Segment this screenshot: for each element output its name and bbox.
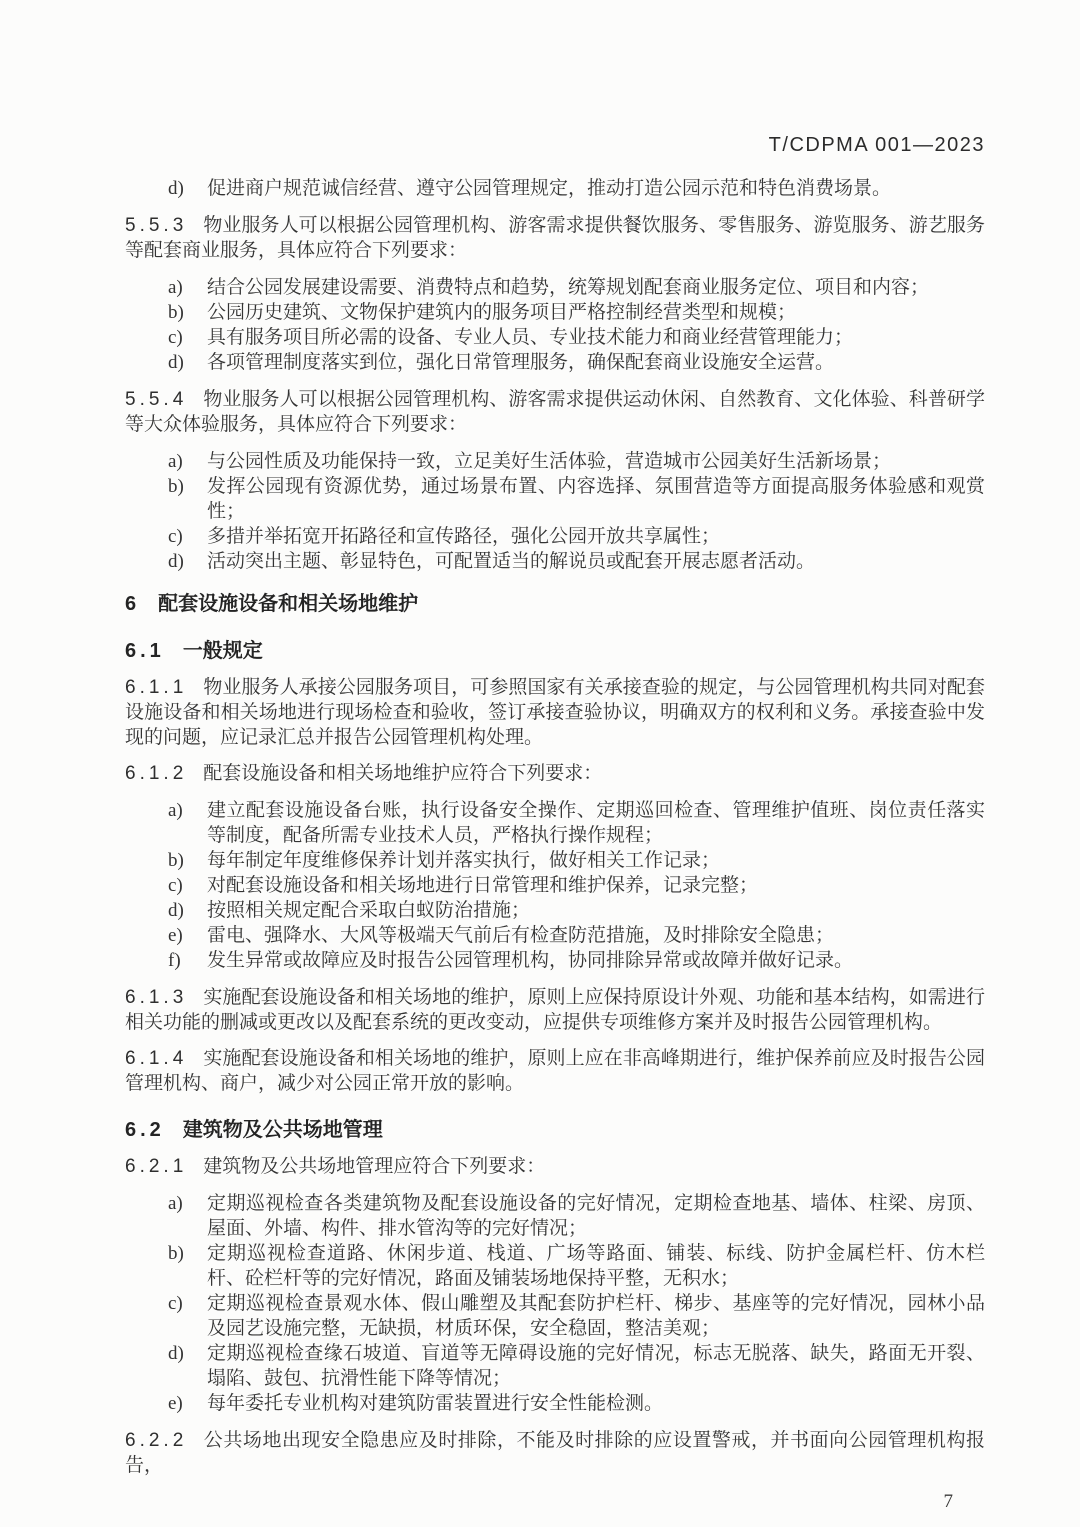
list-item-text: 对配套设施设备和相关场地进行日常管理和维护保养，记录完整； xyxy=(207,875,759,896)
list-item-label: e) xyxy=(168,1393,183,1414)
clause-number: 6.1.3 xyxy=(125,987,188,1008)
clause-list xyxy=(125,1191,985,1416)
clause-text: 公共场地出现安全隐患应及时排除，不能及时排除的应设置警戒，并书面向公园管理机构报告， xyxy=(125,1430,985,1476)
list-item-label: d) xyxy=(168,1343,184,1364)
clause-paragraph xyxy=(125,1428,985,1478)
clause-paragraph xyxy=(125,1154,985,1179)
list-item-text: 具有服务项目所必需的设备、专业人员、专业技术能力和商业经营管理能力； xyxy=(207,327,854,348)
list-item-text: 每年委托专业机构对建筑防雷装置进行安全性能检测。 xyxy=(207,1393,664,1414)
list-item-text: 各项管理制度落实到位，强化日常管理服务，确保配套商业设施安全运营。 xyxy=(207,352,835,373)
list-item-label: c) xyxy=(168,1293,183,1314)
clause-list xyxy=(125,449,985,574)
list-item-text: 活动突出主题、彰显特色，可配置适当的解说员或配套开展志愿者活动。 xyxy=(207,551,816,572)
list-item-text: 发挥公园现有资源优势，通过场景布置、内容选择、氛围营造等方面提高服务体验感和观赏性； xyxy=(207,476,985,522)
document-footer xyxy=(125,1489,985,1514)
list-item-label: e) xyxy=(168,925,183,946)
doc-code: T/CDPMA 001—2023 xyxy=(768,134,985,156)
section-heading xyxy=(125,592,985,617)
list-item xyxy=(125,350,985,375)
document-content xyxy=(125,176,985,1478)
document-header xyxy=(125,133,985,158)
clause-text: 物业服务人可以根据公园管理机构、游客需求提供餐饮服务、零售服务、游览服务、游艺服务等配套商业服务，具体应符合下列要求： xyxy=(125,215,985,261)
clause-number: 6.2.1 xyxy=(125,1156,188,1177)
list-item xyxy=(125,176,985,201)
list-item-text: 公园历史建筑、文物保护建筑内的服务项目严格控制经营类型和规模； xyxy=(207,302,797,323)
heading-number: 6 xyxy=(125,593,141,615)
list-item xyxy=(125,898,985,923)
list-item xyxy=(125,1341,985,1391)
list-item xyxy=(125,1291,985,1341)
list-item-text: 定期巡视检查景观水体、假山雕塑及其配套防护栏杆、梯步、基座等的完好情况，园林小品及园艺设施完整，无缺损，材质环保，安全稳固，整洁美观； xyxy=(207,1293,985,1339)
list-item-text: 定期巡视检查各类建筑物及配套设施设备的完好情况，定期检查地基、墙体、柱梁、房顶、屋面、外墙、构件、排水管沟等的完好情况； xyxy=(207,1193,985,1239)
list-item-text: 多措并举拓宽开拓路径和宣传路径，强化公园开放共享属性； xyxy=(207,526,721,547)
list-item-label: a) xyxy=(168,277,183,298)
list-item-label: d) xyxy=(168,900,184,921)
clause-text: 实施配套设施设备和相关场地的维护，原则上应保持原设计外观、功能和基本结构，如需进行相关功能的删减或更改以及配套系统的更改变动，应提供专项维修方案并及时报告公园管理机构。 xyxy=(125,987,985,1033)
clause-list xyxy=(125,176,985,201)
page-number: 7 xyxy=(943,1491,953,1512)
list-item xyxy=(125,449,985,474)
list-item-text: 定期巡视检查缘石坡道、盲道等无障碍设施的完好情况，标志无脱落、缺失，路面无开裂、塌陷、鼓包、抗滑性能下降等情况； xyxy=(207,1343,985,1389)
clause-paragraph xyxy=(125,387,985,437)
clause-number: 6.1.1 xyxy=(125,677,188,698)
heading-text: 配套设施设备和相关场地维护 xyxy=(158,593,419,615)
list-item-label: d) xyxy=(168,178,184,199)
list-item-label: b) xyxy=(168,302,184,323)
list-item-label: c) xyxy=(168,875,183,896)
list-item xyxy=(125,524,985,549)
list-item-label: d) xyxy=(168,551,184,572)
list-item xyxy=(125,474,985,524)
section-heading xyxy=(125,639,985,664)
list-item-label: d) xyxy=(168,352,184,373)
list-item-text: 建立配套设施设备台账，执行设备安全操作、定期巡回检查、管理维护值班、岗位责任落实等制度，配备所需专业技术人员，严格执行操作规程； xyxy=(207,800,985,846)
clause-text: 配套设施设备和相关场地维护应符合下列要求： xyxy=(203,763,603,784)
clause-text: 实施配套设施设备和相关场地的维护，原则上应在非高峰期进行，维护保养前应及时报告公园管理机构、商户，减少对公园正常开放的影响。 xyxy=(125,1048,985,1094)
list-item xyxy=(125,798,985,848)
list-item xyxy=(125,848,985,873)
list-item xyxy=(125,923,985,948)
clause-text: 物业服务人承接公园服务项目，可参照国家有关承接查验的规定，与公园管理机构共同对配套设施设备和相关场地进行现场检查和验收，签订承接查验协议，明确双方的权利和义务。承接查验中发现的问题，应记录汇总并报告公园管理机构处理。 xyxy=(125,677,985,748)
section-heading xyxy=(125,1118,985,1143)
heading-number: 6.1 xyxy=(125,640,165,662)
list-item xyxy=(125,300,985,325)
list-item-text: 促进商户规范诚信经营、遵守公园管理规定，推动打造公园示范和特色消费场景。 xyxy=(207,178,892,199)
list-item-label: f) xyxy=(168,950,181,971)
heading-text: 建筑物及公共场地管理 xyxy=(182,1119,383,1141)
clause-text: 物业服务人可以根据公园管理机构、游客需求提供运动休闲、自然教育、文化体验、科普研学等大众体验服务，具体应符合下列要求： xyxy=(125,389,985,435)
list-item-label: a) xyxy=(168,800,183,821)
heading-number: 6.2 xyxy=(125,1119,165,1141)
list-item xyxy=(125,549,985,574)
list-item xyxy=(125,275,985,300)
clause-number: 6.1.2 xyxy=(125,763,188,784)
list-item xyxy=(125,873,985,898)
list-item-text: 每年制定年度维修保养计划并落实执行，做好相关工作记录； xyxy=(207,850,721,871)
list-item-text: 定期巡视检查道路、休闲步道、栈道、广场等路面、铺装、标线、防护金属栏杆、仿木栏杆、砼栏杆等的完好情况，路面及铺装场地保持平整，无积水； xyxy=(207,1243,985,1289)
list-item xyxy=(125,1241,985,1291)
clause-number: 5.5.3 xyxy=(125,215,188,236)
list-item-text: 发生异常或故障应及时报告公园管理机构，协同排除异常或故障并做好记录。 xyxy=(207,950,854,971)
clause-number: 6.2.2 xyxy=(125,1430,188,1451)
list-item-label: a) xyxy=(168,1193,183,1214)
list-item xyxy=(125,1191,985,1241)
list-item-text: 雷电、强降水、大风等极端天气前后有检查防范措施，及时排除安全隐患； xyxy=(207,925,835,946)
list-item-text: 与公园性质及功能保持一致，立足美好生活体验，营造城市公园美好生活新场景； xyxy=(207,451,892,472)
clause-paragraph xyxy=(125,1046,985,1096)
list-item-label: a) xyxy=(168,451,183,472)
clause-paragraph xyxy=(125,761,985,786)
clause-text: 建筑物及公共场地管理应符合下列要求： xyxy=(203,1156,546,1177)
list-item-label: b) xyxy=(168,850,184,871)
clause-paragraph xyxy=(125,675,985,750)
list-item xyxy=(125,325,985,350)
clause-number: 5.5.4 xyxy=(125,389,188,410)
clause-paragraph xyxy=(125,985,985,1035)
clause-list xyxy=(125,275,985,375)
heading-text: 一般规定 xyxy=(182,640,263,662)
clause-list xyxy=(125,798,985,973)
list-item-text: 按照相关规定配合采取白蚁防治措施； xyxy=(207,900,531,921)
list-item-text: 结合公园发展建设需要、消费特点和趋势，统筹规划配套商业服务定位、项目和内容； xyxy=(207,277,930,298)
list-item xyxy=(125,948,985,973)
clause-number: 6.1.4 xyxy=(125,1048,188,1069)
list-item-label: c) xyxy=(168,327,183,348)
list-item-label: b) xyxy=(168,476,184,497)
clause-paragraph xyxy=(125,213,985,263)
list-item xyxy=(125,1391,985,1416)
list-item-label: b) xyxy=(168,1243,184,1264)
list-item-label: c) xyxy=(168,526,183,547)
